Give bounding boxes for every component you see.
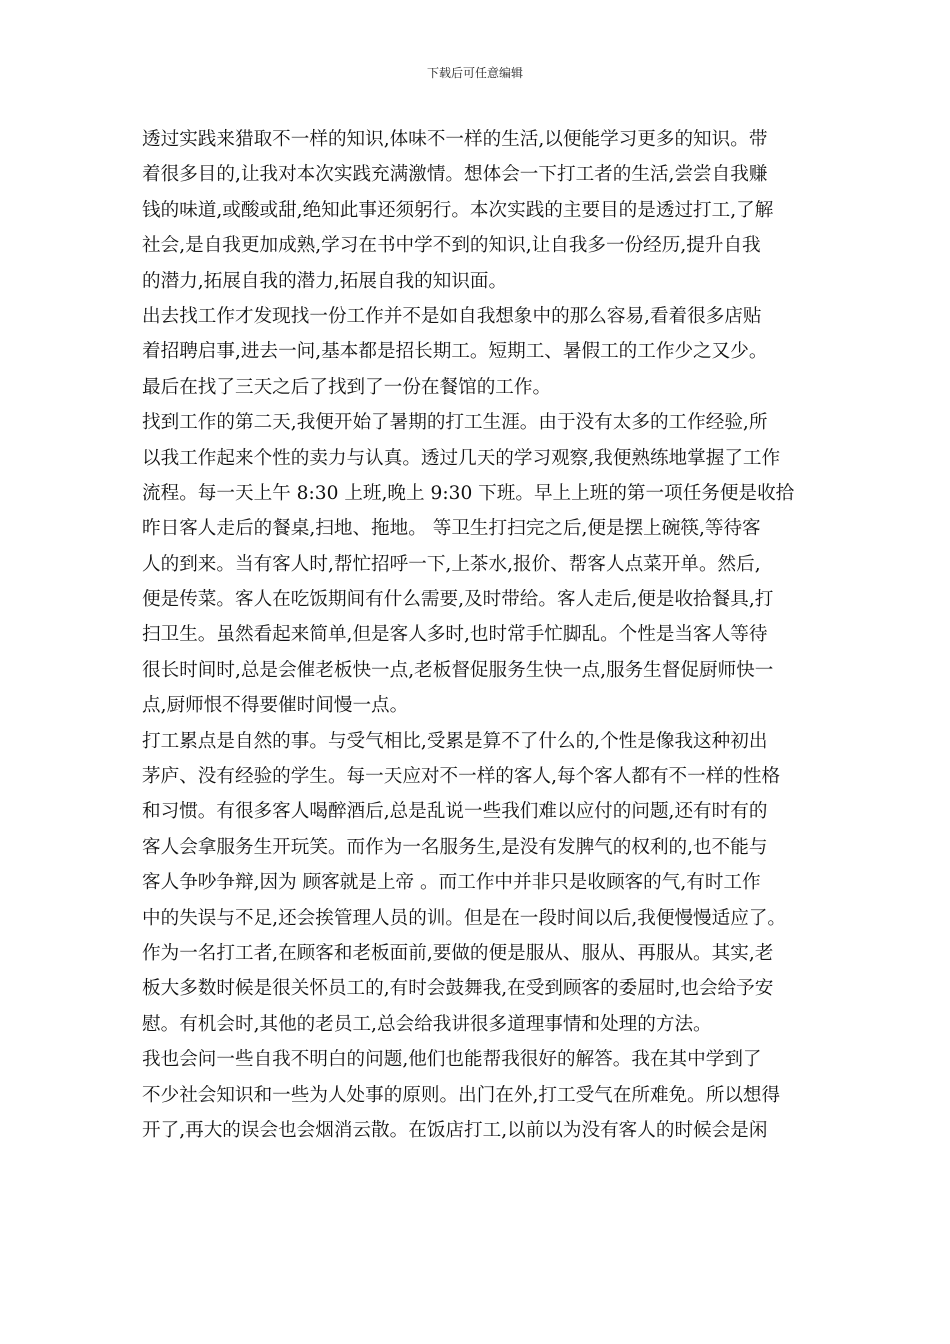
text-line: 钱的味道,或酸或甜,绝知此事还须躬行。本次实践的主要目的是透过打工,了解 <box>142 199 774 221</box>
text-line: 板大多数时候是很关怀员工的,有时会鼓舞我,在受到顾客的委屈时,也会给予安 <box>142 978 774 1000</box>
text-line: 的潜力,拓展自我的潜力,拓展自我的知识面。 <box>142 270 508 292</box>
text-line: 最后在找了三天之后了找到了一份在餐馆的工作。 <box>142 376 552 398</box>
text-line: 以我工作起来个性的卖力与认真。透过几天的学习观察,我便熟练地掌握了工作 <box>142 447 781 469</box>
text-line: 很长时间时,总是会催老板快一点,老板督促服务生快一点,服务生督促厨师快一 <box>142 659 774 681</box>
text-line: 点,厨师恨不得要催时间慢一点。 <box>142 695 409 717</box>
text-line: 慰。有机会时,其他的老员工,总会给我讲很多道理事情和处理的方法。 <box>142 1013 712 1035</box>
text-line: 社会,是自我更加成熟,学习在书中学不到的知识,让自我多一份经历,提升自我 <box>142 235 761 257</box>
text-line: 中的失误与不足,还会挨管理人员的训。但是在一段时间以后,我便慢慢适应了。 <box>142 907 787 929</box>
text-line: 我也会问一些自我不明白的问题,他们也能帮我很好的解答。我在其中学到了 <box>142 1049 762 1071</box>
text-line: 着招聘启事,进去一问,基本都是招长期工。短期工、暑假工的工作少之又少。 <box>142 341 768 363</box>
text-line: 出去找工作才发现找一份工作并不是如自我想象中的那么容易,看着很多店贴 <box>142 305 762 327</box>
text-line: 人的到来。当有客人时,帮忙招呼一下,上茶水,报价、帮客人点菜开单。然后, <box>142 553 761 575</box>
text-line: 开了,再大的误会也会烟消云散。在饭店打工,以前以为没有客人的时候会是闲 <box>142 1119 768 1141</box>
text-line: 扫卫生。虽然看起来简单,但是客人多时,也时常手忙脚乱。个性是当客人等待 <box>142 624 768 646</box>
text-line: 不少社会知识和一些为人处事的原则。出门在外,打工受气在所难免。所以想得 <box>142 1084 781 1106</box>
text-line: 找到工作的第二天,我便开始了暑期的打工生涯。由于没有太多的工作经验,所 <box>142 412 768 434</box>
text-line: 客人争吵争辩,因为 顾客就是上帝 。而工作中并非只是收顾客的气,有时工作 <box>142 872 761 894</box>
text-line: 打工累点是自然的事。与受气相比,受累是算不了什么的,个性是像我这种初出 <box>142 730 768 752</box>
text-line: 客人会拿服务生开玩笑。而作为一名服务生,是没有发脾气的权利的,也不能与 <box>142 836 768 858</box>
text-line: 和习惯。有很多客人喝醉酒后,总是乱说一些我们难以应付的问题,还有时有的 <box>142 801 768 823</box>
text-line: 作为一名打工者,在顾客和老板面前,要做的便是服从、服从、再服从。其实,老 <box>142 942 774 964</box>
text-line: 流程。每一天上午 8:30 上班,晚上 9:30 下班。早上上班的第一项任务便是收拾 <box>142 482 795 504</box>
text-line: 茅庐、没有经验的学生。每一天应对不一样的客人,每个客人都有不一样的性格 <box>142 766 781 788</box>
text-line: 着很多目的,让我对本次实践充满激情。想体会一下打工者的生活,尝尝自我赚 <box>142 164 768 186</box>
text-line: 透过实践来猎取不一样的知识,体味不一样的生活,以便能学习更多的知识。带 <box>142 129 768 150</box>
text-line: 便是传菜。客人在吃饭期间有什么需要,及时带给。客人走后,便是收拾餐具,打 <box>142 589 774 611</box>
page-header: 下载后可任意编辑 <box>426 66 523 80</box>
text-line: 昨日客人走后的餐桌,扫地、拖地。 等卫生打扫完之后,便是摆上碗筷,等待客 <box>142 518 761 540</box>
document-body <box>142 122 812 1148</box>
